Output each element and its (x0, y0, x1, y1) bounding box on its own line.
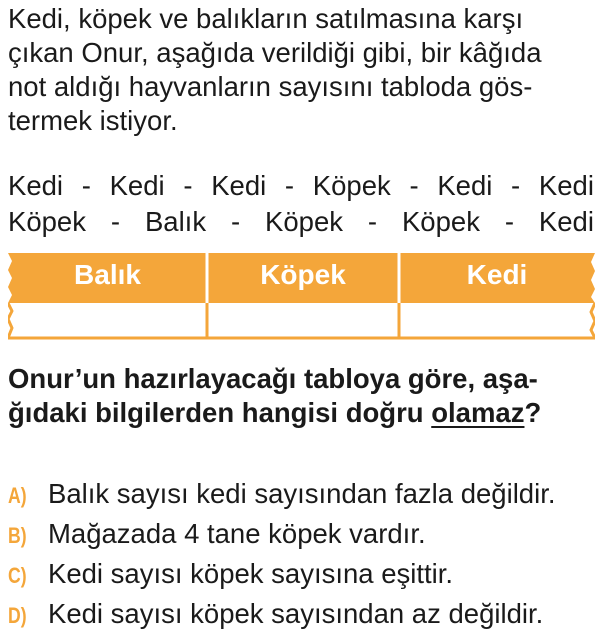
animal-list (8, 168, 594, 240)
option-letter: D) (8, 603, 27, 628)
animal-word: Köpek (401, 206, 480, 237)
separator: - (81, 170, 91, 201)
option-text: Mağazada 4 tane köpek vardır. (48, 518, 426, 549)
separator: - (284, 170, 295, 201)
separator: - (183, 170, 193, 201)
separator: - (110, 206, 121, 237)
animal-word: Kedi (8, 170, 64, 201)
animal-word: Köpek (265, 206, 344, 237)
animal-row-1 (8, 168, 594, 204)
table-body-border (8, 303, 595, 338)
option-text: Kedi sayısı köpek sayısına eşittir. (48, 558, 454, 589)
answer-options (8, 478, 600, 638)
animal-word: Kedi (109, 170, 165, 201)
table-header-kopek: Köpek (260, 259, 346, 290)
separator: - (504, 206, 515, 237)
question-stem (8, 362, 600, 430)
intro-line: not aldığı hayvanların sayısını tabloda gös- (8, 71, 533, 102)
option-text: Balık sayısı kedi sayısından fazla değildir. (48, 478, 556, 509)
animal-word: Kedi (437, 170, 493, 201)
animal-word: Kedi (211, 170, 267, 201)
option-letter: A) (8, 483, 27, 508)
animal-word: Köpek (312, 170, 391, 201)
separator: - (230, 206, 241, 237)
option-letter: B) (8, 523, 27, 548)
table-header-kedi: Kedi (466, 259, 528, 290)
question-line-1: Onur’un hazırlayacağı tabloya göre, aşa- (8, 363, 538, 394)
intro-line: çıkan Onur, aşağıda verildiği gibi, bir kâğıda (8, 37, 542, 68)
animal-word: Balık (144, 206, 207, 237)
option-a[interactable] (8, 478, 600, 518)
option-text: Kedi sayısı köpek sayısından az değildir. (48, 598, 544, 629)
separator: - (511, 170, 521, 201)
animal-row-2 (8, 204, 594, 240)
table-header-balik: Balık (74, 259, 141, 290)
animal-word: Köpek (8, 206, 86, 237)
separator: - (409, 170, 419, 201)
animal-word: Kedi (538, 170, 594, 201)
intro-paragraph (8, 2, 600, 138)
tally-table (8, 250, 595, 340)
question-suffix: ? (524, 397, 542, 428)
option-c[interactable] (8, 558, 600, 598)
question-prefix: ğıdaki bilgilerden hangisi doğru (8, 397, 432, 428)
option-b[interactable] (8, 518, 600, 558)
question-line-2 (8, 396, 600, 430)
option-letter: C) (8, 563, 27, 588)
option-d[interactable] (8, 598, 600, 638)
animal-word: Kedi (538, 206, 594, 237)
intro-line: termek istiyor. (8, 105, 178, 136)
separator: - (367, 206, 378, 237)
intro-line: Kedi, köpek ve balıkların satılmasına karşı (8, 3, 524, 34)
underlined-keyword: olamaz (431, 397, 525, 428)
